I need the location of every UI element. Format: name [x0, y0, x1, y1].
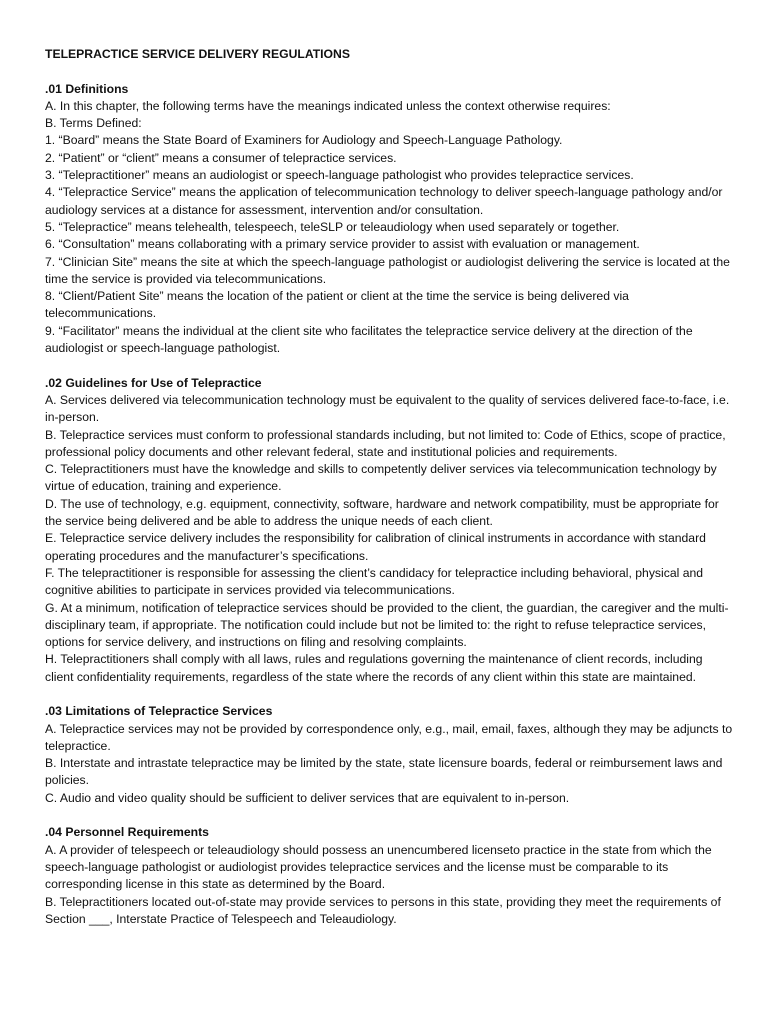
paragraph: F. The telepractitioner is responsible for assessing the client’s candidacy for telepractice including behavioral, physical and cognitive abilities to participate in services provided via telecommunications.: [45, 565, 704, 598]
paragraph: B. Interstate and intrastate telepractice may be limited by the state, state licensure boards, federal or reimbursement laws and policies.: [45, 756, 723, 788]
section-limitations: [45, 703, 734, 807]
paragraph: G. At a minimum, notification of telepractice services should be provided to the client, the guardian, the caregiver and the multi-disciplinary team, if appropriate. The notification could include but not be limited to: the right to refuse telepractice services, options for service delivery, and instructions on filing and resolving complaints.: [45, 600, 729, 650]
paragraph: 8. “Client/Patient Site” means the location of the patient or client at the time the service is being delivered via telecommunications.: [45, 289, 629, 321]
paragraph: A. Telepractice services may not be provided by correspondence only, e.g., mail, email, faxes, although they may be adjuncts to telepractice.: [45, 721, 733, 753]
paragraph: 9. “Facilitator” means the individual at the client site who facilitates the telepractice service delivery at the direction of the audiologist or speech-language pathologist.: [45, 323, 693, 356]
paragraph: 1. “Board” means the State Board of Examiners for Audiology and Speech-Language Pathology.: [45, 133, 563, 148]
paragraph: B. Terms Defined:: [45, 116, 142, 131]
paragraph: D. The use of technology, e.g. equipment, connectivity, software, hardware and network compatibility, must be appropriate for the service being delivered and be able to address the unique needs of each client.: [45, 496, 719, 529]
section-heading: .02 Guidelines for Use of Telepractice: [45, 375, 262, 390]
paragraph: B. Telepractice services must conform to professional standards including, but not limited to: Code of Ethics, scope of practice, professional policy documents and other relevant federal, state and institutional policies and requirements.: [45, 427, 726, 459]
paragraph: 5. “Telepractice” means telehealth, telespeech, teleSLP or teleaudiology when used separately or together.: [45, 219, 620, 234]
paragraph: A. A provider of telespeech or teleaudiology should possess an unencumbered licenseto practice in the state from which the speech-language pathologist or audiologist provides telepractice services and the license must be comparable to its corresponding license in this state as determined by the Board.: [45, 842, 712, 892]
paragraph: 7. “Clinician Site” means the site at which the speech-language pathologist or audiologist delivering the service is located at the time the service is provided via telecommunications.: [45, 254, 730, 286]
section-heading: .01 Definitions: [45, 81, 129, 96]
paragraph: A. Services delivered via telecommunication technology must be equivalent to the quality of services delivered face-to-face, i.e. in-person.: [45, 392, 730, 425]
paragraph: 3. “Telepractitioner” means an audiologist or speech-language pathologist who provides telepractice services.: [45, 168, 634, 183]
paragraph: A. In this chapter, the following terms have the meanings indicated unless the context otherwise requires:: [45, 98, 611, 113]
paragraph: C. Telepractitioners must have the knowledge and skills to competently deliver services via telecommunication technology by virtue of education, training and experience.: [45, 462, 717, 494]
section-personnel: [45, 824, 734, 928]
section-heading: .03 Limitations of Telepractice Services: [45, 704, 273, 719]
paragraph: 2. “Patient” or “client” means a consumer of telepractice services.: [45, 150, 397, 165]
section-definitions: [45, 81, 734, 358]
document-title: TELEPRACTICE SERVICE DELIVERY REGULATIONS: [45, 47, 350, 61]
paragraph: C. Audio and video quality should be sufficient to deliver services that are equivalent to in-person.: [45, 790, 570, 805]
paragraph: 6. “Consultation” means collaborating with a primary service provider to assist with evaluation or management.: [45, 237, 640, 252]
paragraph: E. Telepractice service delivery includes the responsibility for calibration of clinical instruments in accordance with standard operating procedures and the manufacturer’s specifications.: [45, 531, 706, 563]
section-guidelines: [45, 375, 734, 686]
section-heading: .04 Personnel Requirements: [45, 825, 209, 840]
paragraph: H. Telepractitioners shall comply with all laws, rules and regulations governing the maintenance of client records, including client confidentiality requirements, regardless of the state where the records of any client within this state are maintained.: [45, 652, 703, 684]
paragraph: B. Telepractitioners located out-of-state may provide services to persons in this state, providing they meet the requirements of Section ___, Interstate Practice of Telespeech and Teleaudiology.: [45, 894, 721, 926]
paragraph: 4. “Telepractice Service” means the application of telecommunication technology to deliver speech-language pathology and/or audiology services at a distance for assessment, intervention and/or consultation.: [45, 185, 723, 217]
